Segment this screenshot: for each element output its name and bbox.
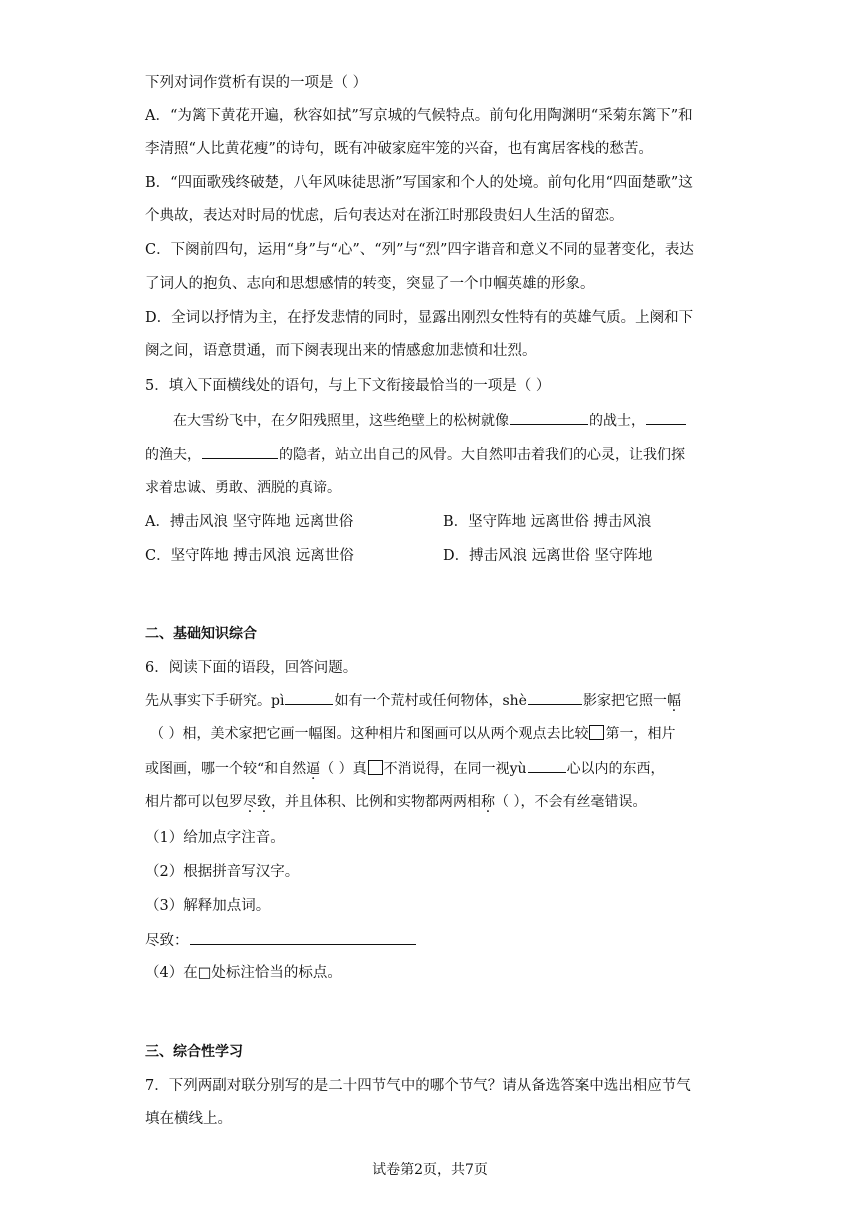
- q7-stem-line1: 7．下列两副对联分别写的是二十四节气中的哪个节气？请从备选答案中选出相应节气: [145, 1078, 691, 1094]
- q6-sub3: （3）解释加点词。: [145, 898, 271, 914]
- q4-option-b-line2: 个典故，表达对时局的忧虑，后句表达对在浙江时那段贵妇人生活的留恋。: [145, 208, 624, 224]
- q6-sub2: （2）根据拼音写汉字。: [145, 864, 300, 880]
- q4-option-a-line2: 李清照“人比黄花瘦”的诗句，既有冲破家庭牢笼的兴奋，也有寓居客栈的愁苦。: [145, 141, 653, 157]
- fill-blank-1[interactable]: [510, 410, 588, 425]
- dotted-char-chen: 称: [481, 794, 495, 810]
- q6-passage-line2: （ ）相，美术家把它画一幅图。这种相片和图画可以从两个观点去比较 第一，相片: [150, 726, 676, 742]
- pinyin-blank-2[interactable]: [528, 690, 582, 705]
- pinyin-yu: yù: [509, 761, 527, 777]
- dotted-char-bi: 逼: [306, 761, 321, 777]
- punctuation-box-2[interactable]: [368, 760, 383, 775]
- q4-option-c-line2: 了词人的抱负、志向和思想感情的转变，突显了一个巾帼英雄的形象。: [145, 276, 595, 292]
- dotted-char-zhi: 致: [257, 794, 271, 810]
- q4-option-b-line1: B．“四面歌残终破楚，八年风味徒思浙”写国家和个人的处境。前句化用“四面楚歌”这: [145, 175, 693, 191]
- fill-blank-2[interactable]: [646, 410, 686, 425]
- q6-stem: 6．阅读下面的语段，回答问题。: [145, 660, 358, 676]
- q4-option-d-line1: D．全词以抒情为主，在抒发悲情的同时，显露出刚烈女性特有的英雄气质。上阕和下: [145, 310, 694, 326]
- fill-blank-3[interactable]: [202, 444, 278, 459]
- q6-sub4: （4）在□处标注恰当的标点。: [145, 965, 342, 981]
- q5-passage-line2: 的渔夫， 的隐者，站立出自己的风骨。大自然叩击着我们的心灵，让我们探: [145, 444, 685, 465]
- q6-sub1: （1）给加点字注音。: [145, 830, 285, 846]
- q5-stem: 5．填入下面横线处的语句，与上下文衔接最恰当的一项是（ ）: [145, 378, 551, 394]
- pinyin-blank-1[interactable]: [285, 690, 333, 705]
- q5-passage-line3: 求着忠诚、勇敢、洒脱的真谛。: [145, 480, 341, 496]
- q4-stem: 下列对词作赏析有误的一项是（ ）: [145, 75, 368, 91]
- section-2-title: 二、基础知识综合: [145, 626, 257, 642]
- pinyin-pi: pì: [271, 693, 285, 709]
- q6-passage-line1: 先从事实下手研究。pì 如有一个荒村或任何物体，shè 影家把它照一幅: [145, 690, 681, 711]
- q5-option-c: C．坚守阵地 搏击风浪 远离世俗: [145, 548, 354, 564]
- q6-passage-line4: 相片都可以包罗尽致，并且体积、比例和实物都两两相称（ ），不会有丝毫错误。: [145, 794, 647, 810]
- page-footer: 试卷第2页，共7页: [372, 1162, 488, 1178]
- section-3-title: 三、综合性学习: [145, 1044, 243, 1060]
- q5-passage-line1: 在大雪纷飞中，在夕阳残照里，这些绝壁上的松树就像 的战士，: [173, 410, 687, 431]
- pinyin-she: shè: [502, 693, 527, 709]
- dotted-char-jin: 尽: [243, 794, 257, 810]
- q4-option-a-line1: A．“为篱下黄花开遍，秋容如拭”写京城的气候特点。前句化用陶渊明“采菊东篱下”和: [145, 108, 693, 124]
- q4-option-d-line2: 阕之间，语意贯通，而下阕表现出来的情感愈加悲愤和壮烈。: [145, 343, 537, 359]
- answer-line-jinzhi[interactable]: [190, 930, 416, 945]
- q6-passage-line3: 或图画，哪一个较“和自然逼（ ）真 不消说得，在同一视yù 心以内的东西，: [145, 758, 665, 779]
- q5-option-b: B．坚守阵地 远离世俗 搏击风浪: [443, 514, 652, 530]
- q4-option-c-line1: C．下阕前四句，运用“身”与“心”、“列”与“烈”四字谐音和意义不同的显著变化，表达: [145, 242, 694, 258]
- q7-stem-line2: 填在横线上。: [145, 1111, 232, 1127]
- pinyin-blank-3[interactable]: [528, 758, 566, 773]
- punctuation-box-1[interactable]: [589, 725, 604, 740]
- q5-option-d: D．搏击风浪 远离世俗 坚守阵地: [443, 548, 653, 564]
- q5-option-a: A．搏击风浪 坚守阵地 远离世俗: [145, 514, 354, 530]
- q6-sub3-answer: 尽致：: [145, 930, 417, 951]
- dotted-char-fu: 幅: [666, 693, 681, 709]
